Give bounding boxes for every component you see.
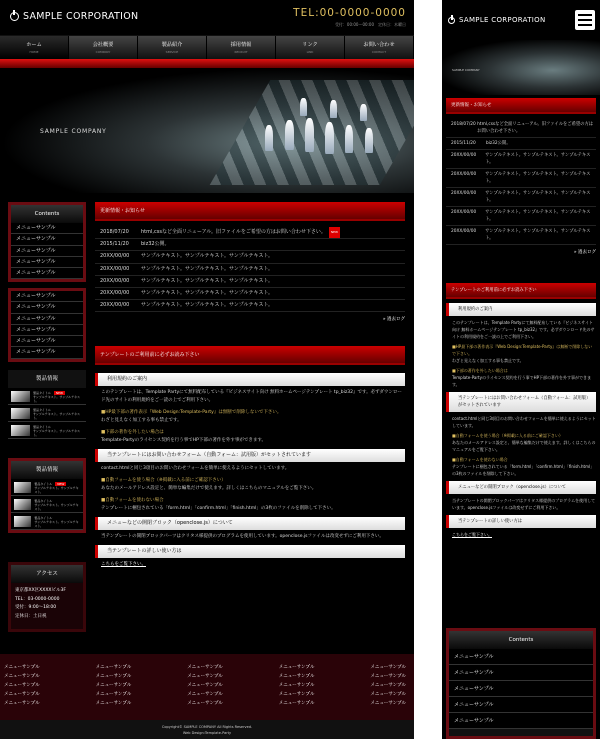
product-thumbnail bbox=[14, 516, 31, 527]
mobile-news-item bbox=[446, 150, 596, 169]
footer-menu-item[interactable]: メニューサンプル bbox=[95, 665, 132, 670]
footer-menu-item[interactable]: メニューサンプル bbox=[370, 665, 406, 670]
mobile-terms-text: わざと見えなく加工する事も禁止です。 bbox=[452, 358, 524, 363]
section-openclose: メニューなどの開閉ブロック（openclose.js）について bbox=[95, 517, 405, 530]
product-item[interactable] bbox=[11, 513, 83, 530]
mobile-menu-item[interactable]: メニューサンプル bbox=[449, 649, 593, 665]
sidebar-menu-item[interactable]: メニューサンプル bbox=[11, 246, 83, 257]
mobile-terms-text: Template-Partyのライセンス契約を行う事でHP下部の著作を外す事ができます。 bbox=[452, 375, 592, 387]
sidebar-menu-item[interactable]: メニューサンプル bbox=[11, 347, 83, 358]
news-text: biz32公開。 bbox=[141, 241, 170, 248]
product-item[interactable] bbox=[11, 479, 83, 496]
mobile-openclose-text: 当テンプレートの開閉ブロックパーツはクリタス様提供のプログラムを使用しています。openclose.jsファイルは改変せずにご利用下さい。 bbox=[452, 498, 596, 510]
sidebar-menu-item[interactable]: メニューサンプル bbox=[11, 234, 83, 245]
products-title: 製品情報 bbox=[11, 461, 83, 479]
form-text: テンプレートに梱包されている「form.html」「confirm.html」「finish.html」の3枚のファイルを削除して下さい。 bbox=[101, 506, 336, 512]
mobile-menu-item[interactable]: メニューサンプル bbox=[449, 681, 593, 697]
mobile-menu-item[interactable]: メニューサンプル bbox=[449, 713, 593, 729]
mobile-contents-title: Contents bbox=[449, 631, 593, 649]
footer-menu-item[interactable]: メニューサンプル bbox=[4, 674, 40, 679]
product-item[interactable] bbox=[8, 405, 86, 422]
nav-label: リンク bbox=[302, 42, 318, 48]
access-title: アクセス bbox=[11, 565, 83, 583]
nav-sub: HOME bbox=[29, 50, 39, 54]
mobile-section-usage: 当テンプレートの詳しい使い方は bbox=[446, 515, 596, 528]
access-hours: 受付：9:00〜18:00 bbox=[15, 605, 57, 610]
sidebar-contents bbox=[8, 202, 86, 282]
power-icon bbox=[448, 17, 455, 24]
mobile-news-item bbox=[446, 226, 596, 245]
nav-contact[interactable] bbox=[345, 36, 414, 59]
product-text: サンプルテキスト。サンプルテキスト。 bbox=[34, 486, 79, 494]
footer-menu-item[interactable]: メニューサンプル bbox=[370, 683, 406, 688]
sidebar-products bbox=[8, 458, 86, 533]
mobile-terms-warning: ■HP最下部の著作表示『Web Design:Template-Party』は無断で削除しないで下さい。 bbox=[452, 344, 593, 356]
nav-label: 採用情報 bbox=[230, 42, 252, 48]
chess-piece bbox=[265, 125, 273, 151]
mobile-form-warning: ■自動フォームを使わない場合 bbox=[452, 457, 508, 462]
chess-piece bbox=[305, 118, 314, 152]
product-title: 製品タイトル bbox=[32, 391, 51, 395]
chess-piece bbox=[365, 128, 373, 153]
form-warning: ■自動フォームを使う場合（※掲載に入る前にご確認下さい） bbox=[101, 478, 226, 484]
mobile-menu-item[interactable]: メニューサンプル bbox=[449, 665, 593, 681]
sidebar-access bbox=[8, 562, 86, 632]
phone-number: TEL:00-0000-0000 bbox=[293, 7, 406, 19]
news-date: 2015/11/20 bbox=[100, 241, 129, 248]
mobile-terms-text: このテンプレートは、Template Partyにて無料配布している『ビジネスサイト向け 無料ホームページテンプレート tp_biz32』です。必ずダウンロード先のサイトの利用規約をご一読の上でご利用下さい。 bbox=[452, 320, 595, 339]
news-archive-link[interactable]: » 過去ログ bbox=[382, 317, 405, 323]
news-item bbox=[95, 227, 405, 239]
news-date: 2018/07/20 bbox=[451, 122, 476, 127]
news-date: 20XX/00/00 bbox=[100, 290, 130, 297]
mobile-contents-box bbox=[446, 628, 596, 739]
mobile-terms-warning: ■下部の著作を外したい場合は bbox=[452, 368, 508, 373]
mobile-form-text: あなたのメールアドレス設定と、簡単な編集だけで使えます。詳しくはこちらのマニュアルをご覧下さい。 bbox=[452, 440, 596, 452]
news-date: 20XX/00/00 bbox=[451, 191, 477, 196]
footer-menu-item[interactable]: メニューサンプル bbox=[95, 692, 132, 697]
nav-link[interactable] bbox=[276, 36, 345, 59]
news-date: 20XX/00/00 bbox=[451, 153, 477, 158]
copyright-bar bbox=[0, 720, 414, 739]
product-thumbnail bbox=[14, 499, 31, 510]
product-text: サンプルテキスト。サンプルテキスト。 bbox=[34, 503, 79, 511]
news-date: 20XX/00/00 bbox=[100, 302, 130, 309]
news-text: サンプルテキスト。サンプルテキスト。サンプルテキスト。 bbox=[141, 302, 274, 309]
sidebar-menu-item[interactable]: メニューサンプル bbox=[11, 268, 83, 279]
sidebar-menu-item[interactable]: メニューサンプル bbox=[11, 336, 83, 347]
chess-piece bbox=[360, 104, 367, 121]
section-terms: 利用規約のご案内 bbox=[95, 373, 405, 386]
terms-text: Template-Partyのライセンス契約を行う事でHP下部の著作を外す事ができます。 bbox=[101, 438, 267, 444]
news-date: 20XX/00/00 bbox=[451, 229, 477, 234]
sidebar-products-plain bbox=[8, 370, 86, 439]
news-text: html,cssなど全面リニューアル。旧ファイルをご希望の方はお問い合わせ下さい。 bbox=[477, 122, 594, 134]
news-item bbox=[95, 276, 405, 288]
news-text: サンプルテキスト。サンプルテキスト。サンプルテキスト。 bbox=[485, 191, 591, 203]
footer-menu-item[interactable]: メニューサンプル bbox=[278, 665, 315, 670]
news-text: サンプルテキスト。サンプルテキスト。サンプルテキスト。 bbox=[485, 229, 591, 241]
form-text: あなたのメールアドレス設定と、簡単な編集だけで使えます。詳しくはこちらのマニュアルをご覧下さい。 bbox=[101, 486, 317, 492]
mobile-news-item bbox=[446, 119, 596, 138]
mobile-form-warning: ■自動フォームを使う場合（※掲載に入る前にご確認下さい） bbox=[452, 433, 563, 438]
mobile-news-item bbox=[446, 188, 596, 207]
footer-menu-item[interactable]: メニューサンプル bbox=[278, 692, 315, 697]
footer-menu-item[interactable]: メニューサンプル bbox=[95, 674, 132, 679]
footer-menu bbox=[0, 654, 414, 720]
news-text: サンプルテキスト。サンプルテキスト。サンプルテキスト。 bbox=[485, 172, 591, 184]
terms-warning: ■HP最下部の著作表示『Web Design:Template-Party』は無断で削除しないで下さい。 bbox=[101, 410, 282, 416]
news-item bbox=[95, 264, 405, 276]
terms-text: わざと見えなく加工する事も禁止です。 bbox=[101, 418, 182, 424]
news-date: 20XX/00/00 bbox=[451, 172, 477, 177]
business-hours: 受付：00:00〜00:00 定休日：木曜日 bbox=[334, 22, 406, 27]
nav-recruit[interactable] bbox=[207, 36, 276, 59]
chess-piece bbox=[285, 120, 294, 150]
mobile-usage-link[interactable]: こちらをご覧下さい。 bbox=[452, 532, 492, 537]
product-thumbnail bbox=[11, 408, 30, 419]
sidebar-menu-item[interactable]: メニューサンプル bbox=[11, 325, 83, 336]
mobile-news-item bbox=[446, 207, 596, 226]
form-text: contact.htmlと同じ3項目のお問い合わせフォームを簡単に使えるようにセットしています。 bbox=[101, 466, 290, 472]
footer-menu-item[interactable]: メニューサンプル bbox=[278, 683, 315, 688]
product-text: サンプルテキスト。サンプルテキスト。 bbox=[32, 412, 81, 420]
news-text: html,cssなど全面リニューアル。旧ファイルをご希望の方はお問い合わせ下さい。 bbox=[141, 229, 326, 235]
nav-label: 製品紹介 bbox=[161, 42, 183, 48]
news-text: biz32公開。 bbox=[486, 141, 511, 146]
news-date: 2015/11/20 bbox=[451, 141, 476, 146]
hamburger-menu-icon[interactable] bbox=[575, 10, 595, 30]
nav-label: お問い合わせ bbox=[363, 42, 395, 48]
sidebar-menu-item[interactable]: メニューサンプル bbox=[11, 291, 83, 302]
news-date: 20XX/00/00 bbox=[100, 265, 130, 272]
footer-menu-item[interactable]: メニューサンプル bbox=[4, 692, 40, 697]
nav-label: ホーム bbox=[26, 42, 42, 48]
sidebar-menu-item[interactable]: メニューサンプル bbox=[11, 302, 83, 313]
sidebar-menu-item[interactable]: メニューサンプル bbox=[11, 223, 83, 234]
openclose-text: 当テンプレートの開閉ブロックパーツはクリタス様提供のプログラムを使用しています。openclose.jsファイルは改変せずにご利用下さい。 bbox=[101, 534, 384, 540]
form-warning: ■自動フォームを使わない場合 bbox=[101, 498, 164, 504]
product-item[interactable] bbox=[8, 388, 86, 405]
footer-menu-item[interactable]: メニューサンプル bbox=[187, 674, 223, 679]
nav-company[interactable] bbox=[69, 36, 138, 59]
product-text: サンプルテキスト。サンプルテキスト。 bbox=[34, 520, 79, 528]
mobile-news-item bbox=[446, 138, 596, 150]
footer-menu-item[interactable]: メニューサンプル bbox=[278, 701, 315, 706]
mobile-logo[interactable] bbox=[448, 16, 545, 24]
mobile-form-text: contact.htmlと同じ3項目のお問い合わせフォームを簡単に使えるようにセットしています。 bbox=[452, 416, 596, 428]
mobile-news-archive-link[interactable]: » 過去ログ bbox=[573, 250, 596, 255]
sidebar-menu-group bbox=[8, 288, 86, 362]
product-title: 製品タイトル bbox=[34, 499, 53, 503]
terms-text: このテンプレートは、Template Partyにて無料配布している『ビジネスサイト向け 無料ホームページテンプレート tp_biz32』です。必ずダウンロード先のサイトの利用規約をご一読の上でご利用下さい。 bbox=[101, 390, 402, 404]
nav-accent-bar bbox=[0, 59, 414, 68]
main-nav bbox=[0, 36, 414, 59]
nav-service[interactable] bbox=[138, 36, 207, 59]
copyright-text: Copyright© SAMPLE COMPANY All Rights Reserved. bbox=[161, 725, 253, 729]
credit-link[interactable]: Web Design:Template-Party bbox=[182, 731, 232, 735]
mobile-main bbox=[446, 98, 596, 538]
access-tel: TEL：03-0000-0000 bbox=[15, 596, 60, 602]
section-form: 当テンプレートにはお問い合わせフォーム（自動フォーム：試用版）がセットされています bbox=[95, 449, 405, 462]
footer-menu-item[interactable]: メニューサンプル bbox=[278, 674, 315, 679]
news-title: 更新情報・お知らせ bbox=[95, 202, 405, 221]
product-thumbnail bbox=[11, 425, 30, 436]
mobile-section-terms: 利用規約のご案内 bbox=[446, 303, 596, 316]
nav-home[interactable] bbox=[0, 36, 69, 59]
footer-menu-item[interactable]: メニューサンプル bbox=[4, 665, 40, 670]
mobile-section-openclose: メニューなどの開閉ブロック（openclose.js）について bbox=[446, 481, 596, 494]
nav-sub: LINK bbox=[306, 50, 314, 54]
news-text: サンプルテキスト。サンプルテキスト。サンプルテキスト。 bbox=[141, 265, 274, 272]
news-date: 20XX/00/00 bbox=[100, 277, 130, 284]
products-title: 製品情報 bbox=[8, 370, 86, 388]
access-address: 東京都XX区XXXXビル3F bbox=[15, 588, 66, 593]
news-text: サンプルテキスト。サンプルテキスト。サンプルテキスト。 bbox=[485, 153, 591, 165]
news-item bbox=[95, 251, 405, 263]
mobile-menu-item[interactable]: メニューサンプル bbox=[449, 697, 593, 713]
sidebar-menu-item[interactable]: メニューサンプル bbox=[11, 257, 83, 268]
footer-menu-item[interactable]: メニューサンプル bbox=[187, 692, 223, 697]
nav-sub: CONTACT bbox=[371, 50, 387, 54]
product-title: 製品タイトル bbox=[32, 408, 51, 412]
usage-link[interactable]: こちらをご覧下さい。 bbox=[101, 562, 146, 568]
hero-caption: SAMPLE COMPANY bbox=[40, 128, 107, 135]
news-text: サンプルテキスト。サンプルテキスト。サンプルテキスト。 bbox=[141, 290, 274, 297]
product-text: サンプルテキスト。サンプルテキスト。 bbox=[32, 395, 81, 403]
main-content bbox=[95, 202, 405, 569]
footer-menu-item[interactable]: メニューサンプル bbox=[95, 701, 132, 706]
product-thumbnail bbox=[14, 482, 31, 493]
access-holiday: 定休日：土日祝 bbox=[15, 613, 47, 619]
section-usage: 当テンプレートの詳しい使い方は bbox=[95, 545, 405, 558]
news-item bbox=[95, 288, 405, 300]
product-title: 製品タイトル bbox=[34, 516, 53, 520]
footer-menu-item[interactable]: メニューサンプル bbox=[370, 701, 406, 706]
chess-piece bbox=[325, 122, 334, 154]
nav-sub: COMPANY bbox=[95, 50, 111, 54]
news-date: 20XX/00/00 bbox=[451, 210, 477, 215]
mobile-section-form: 当テンプレートにはお問い合わせフォーム（自動フォーム：試用版）がセットされています bbox=[446, 392, 596, 412]
footer-menu-item[interactable]: メニューサンプル bbox=[4, 701, 40, 706]
sidebar-menu-item[interactable]: メニューサンプル bbox=[11, 314, 83, 325]
news-item bbox=[95, 239, 405, 251]
power-icon bbox=[10, 12, 19, 21]
news-list bbox=[95, 227, 405, 312]
product-title: 製品タイトル bbox=[34, 482, 53, 486]
news-date: 20XX/00/00 bbox=[100, 253, 130, 260]
company-name: SAMPLE CORPORATION bbox=[23, 11, 139, 22]
product-item[interactable] bbox=[11, 496, 83, 513]
chess-piece bbox=[300, 98, 307, 116]
news-text: サンプルテキスト。サンプルテキスト。サンプルテキスト。 bbox=[141, 253, 274, 260]
header bbox=[0, 0, 414, 36]
nav-label: 会社概要 bbox=[92, 42, 114, 48]
mobile-news-item bbox=[446, 169, 596, 188]
news-item bbox=[95, 300, 405, 312]
nav-sub: SERVICE bbox=[165, 50, 179, 54]
footer-menu-item[interactable]: メニューサンプル bbox=[187, 701, 223, 706]
footer-menu-item[interactable]: メニューサンプル bbox=[4, 683, 40, 688]
sidebar-contents-title: Contents bbox=[11, 205, 83, 223]
footer-menu-item[interactable]: メニューサンプル bbox=[370, 674, 406, 679]
footer-menu-item[interactable]: メニューサンプル bbox=[370, 692, 406, 697]
footer-menu-item[interactable]: メニューサンプル bbox=[187, 665, 223, 670]
mobile-page bbox=[442, 0, 600, 739]
footer-menu-item[interactable]: メニューサンプル bbox=[187, 683, 223, 688]
product-title: 製品タイトル bbox=[32, 425, 51, 429]
mobile-hero-caption: SAMPLE COMPANY bbox=[452, 68, 480, 72]
mobile-form-text: テンプレートに梱包されている「form.html」「confirm.html」「finish.html」の3枚のファイルを削除して下さい。 bbox=[452, 464, 595, 476]
news-text: サンプルテキスト。サンプルテキスト。サンプルテキスト。 bbox=[141, 277, 274, 284]
product-item[interactable] bbox=[8, 422, 86, 439]
new-badge: NEW bbox=[55, 391, 64, 395]
template-title: テンプレートのご利用前に必ずお読み下さい bbox=[95, 346, 405, 365]
mobile-template-title: テンプレートのご利用前に必ずお読み下さい bbox=[446, 283, 596, 299]
site-logo[interactable] bbox=[10, 11, 138, 22]
news-date: 2018/07/20 bbox=[100, 229, 129, 235]
new-badge: NEW bbox=[57, 482, 65, 486]
nav-sub: RECRUIT bbox=[234, 50, 248, 54]
footer-menu-item[interactable]: メニューサンプル bbox=[95, 683, 132, 688]
product-text: サンプルテキスト。サンプルテキスト。 bbox=[32, 429, 81, 437]
product-thumbnail bbox=[11, 391, 30, 402]
mobile-news-title: 更新情報・お知らせ bbox=[446, 98, 596, 114]
mobile-company-name: SAMPLE CORPORATION bbox=[459, 16, 546, 24]
new-badge: NEW bbox=[329, 227, 340, 238]
terms-warning: ■下部の著作を外したい場合は bbox=[101, 430, 164, 436]
news-text: サンプルテキスト。サンプルテキスト。サンプルテキスト。 bbox=[485, 210, 591, 222]
chess-piece bbox=[330, 100, 337, 118]
chess-piece bbox=[345, 125, 353, 153]
